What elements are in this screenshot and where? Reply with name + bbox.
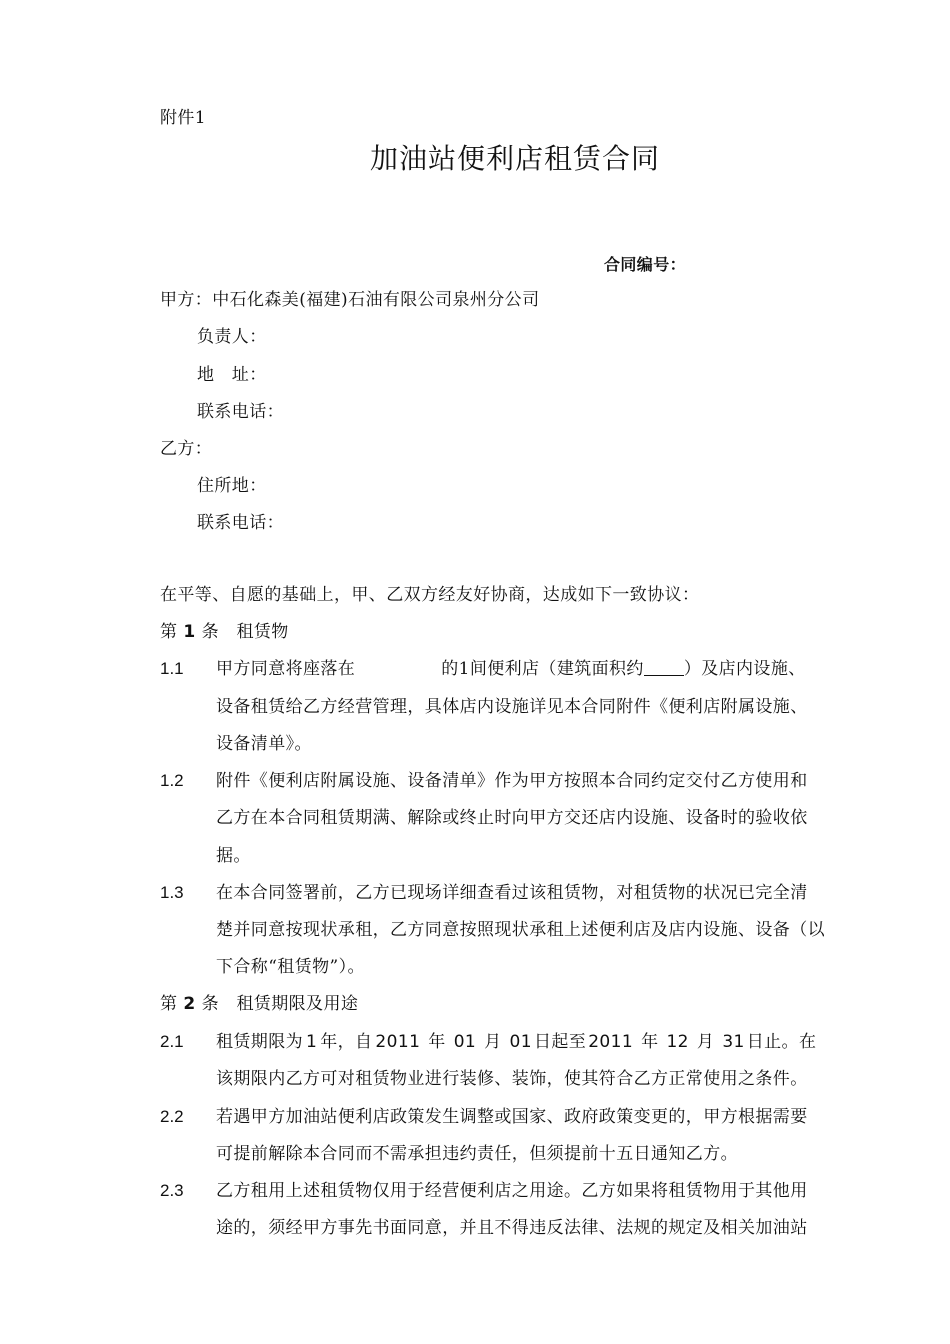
contract-number-label: 合同编号： — [604, 255, 687, 274]
end-day-text: 日止。在 — [746, 1032, 817, 1052]
party-a-address: 地 址： — [197, 365, 267, 385]
article-1-heading — [160, 621, 289, 643]
clause-2-3-number: 2.3 — [160, 1181, 184, 1200]
party-b-name: 乙方： — [160, 439, 213, 459]
start-year: 2011 — [375, 1032, 421, 1052]
clause-2-1-line-2: 该期限内乙方可对租赁物业进行装修、装饰，使其符合乙方正常使用之条件。 — [216, 1069, 808, 1089]
party-a-name: 甲方：中石化森美(福建)石油有限公司泉州分公司 — [160, 290, 540, 310]
clause-2-2-number: 2.2 — [160, 1107, 184, 1126]
article-2-title: 条 租赁期限及用途 — [201, 994, 359, 1014]
clause-1-1-line-2: 设备租赁给乙方经营管理，具体店内设施详见本合同附件《便利店附属设施、 — [216, 697, 808, 717]
clause-2-3-line-2: 途的，须经甲方事先书面同意，并且不得违反法律、法规的规定及相关加油站 — [216, 1218, 808, 1238]
clause-1-1-text-a: 甲方同意将座落在 — [216, 659, 356, 679]
clause-1-1-text-b: 的1间便利店（建筑面积约 — [441, 659, 644, 679]
clause-2-2-line-2: 可提前解除本合同而不需承担违约责任，但须提前十五日通知乙方。 — [216, 1144, 738, 1164]
clause-1-1-number: 1.1 — [160, 659, 184, 678]
article-2-prefix: 第 — [160, 994, 178, 1014]
clause-1-3-line-2: 楚并同意按现状承租，乙方同意按照现状承租上述便利店及店内设施、设备（以 — [216, 920, 825, 940]
lease-term-text-a: 租赁期限为 — [216, 1032, 303, 1052]
clause-1-3-line-1: 在本合同签署前，乙方已现场详细查看过该租赁物，对租赁物的状况已完全清 — [216, 883, 808, 903]
clause-1-1-line-3: 设备清单》。 — [216, 734, 312, 754]
start-day-text: 日起至 — [533, 1032, 587, 1052]
clause-1-2-line-2: 乙方在本合同租赁期满、解除或终止时向甲方交还店内设施、设备时的验收依 — [216, 808, 808, 828]
lease-term-text-b: 年，自 — [320, 1032, 373, 1052]
end-month: 12 — [666, 1032, 689, 1052]
clause-1-2-number: 1.2 — [160, 771, 184, 790]
article-2-heading — [160, 993, 358, 1015]
area-blank — [644, 659, 684, 676]
party-b-residence: 住所地： — [197, 476, 267, 496]
clause-1-3-number: 1.3 — [160, 883, 184, 902]
end-day: 31 — [722, 1032, 745, 1052]
start-month: 01 — [453, 1032, 477, 1052]
party-a-responsible: 负责人： — [197, 327, 267, 347]
start-day: 01 — [509, 1032, 532, 1052]
party-a-phone: 联系电话： — [197, 402, 284, 422]
clause-2-2-line-1: 若遇甲方加油站便利店政策发生调整或国家、政府政策变更的，甲方根据需要 — [216, 1107, 808, 1127]
end-year: 2011 — [588, 1032, 634, 1052]
article-1-prefix: 第 — [160, 622, 178, 642]
clause-1-2-line-1: 附件《便利店附属设施、设备清单》作为甲方按照本合同约定交付乙方使用和 — [216, 771, 808, 791]
article-2-number: 2 — [183, 994, 196, 1014]
lease-term-years: 1 — [306, 1032, 318, 1052]
article-1-number: 1 — [183, 622, 196, 642]
clause-1-2-line-3: 据。 — [216, 846, 251, 866]
clause-1-1-line-1 — [216, 658, 806, 680]
party-b-phone: 联系电话： — [197, 513, 284, 533]
end-year-unit: 年 — [641, 1032, 659, 1052]
agreement-intro: 在平等、自愿的基础上，甲、乙双方经友好协商，达成如下一致协议： — [160, 585, 700, 605]
clause-1-3-line-3: 下合称“租赁物”）。 — [216, 957, 365, 977]
contract-title: 加油站便利店租赁合同 — [370, 142, 661, 175]
start-month-unit: 月 — [484, 1032, 502, 1052]
clause-2-1-line-1 — [216, 1031, 816, 1053]
start-year-unit: 年 — [428, 1032, 446, 1052]
clause-1-1-text-c: ）及店内设施、 — [683, 659, 806, 679]
attachment-label: 附件1 — [160, 108, 207, 128]
article-1-title: 条 租赁物 — [201, 622, 289, 642]
clause-2-3-line-1: 乙方租用上述租赁物仅用于经营便利店之用途。乙方如果将租赁物用于其他用 — [216, 1181, 808, 1201]
end-month-unit: 月 — [696, 1032, 715, 1052]
clause-2-1-number: 2.1 — [160, 1032, 184, 1051]
